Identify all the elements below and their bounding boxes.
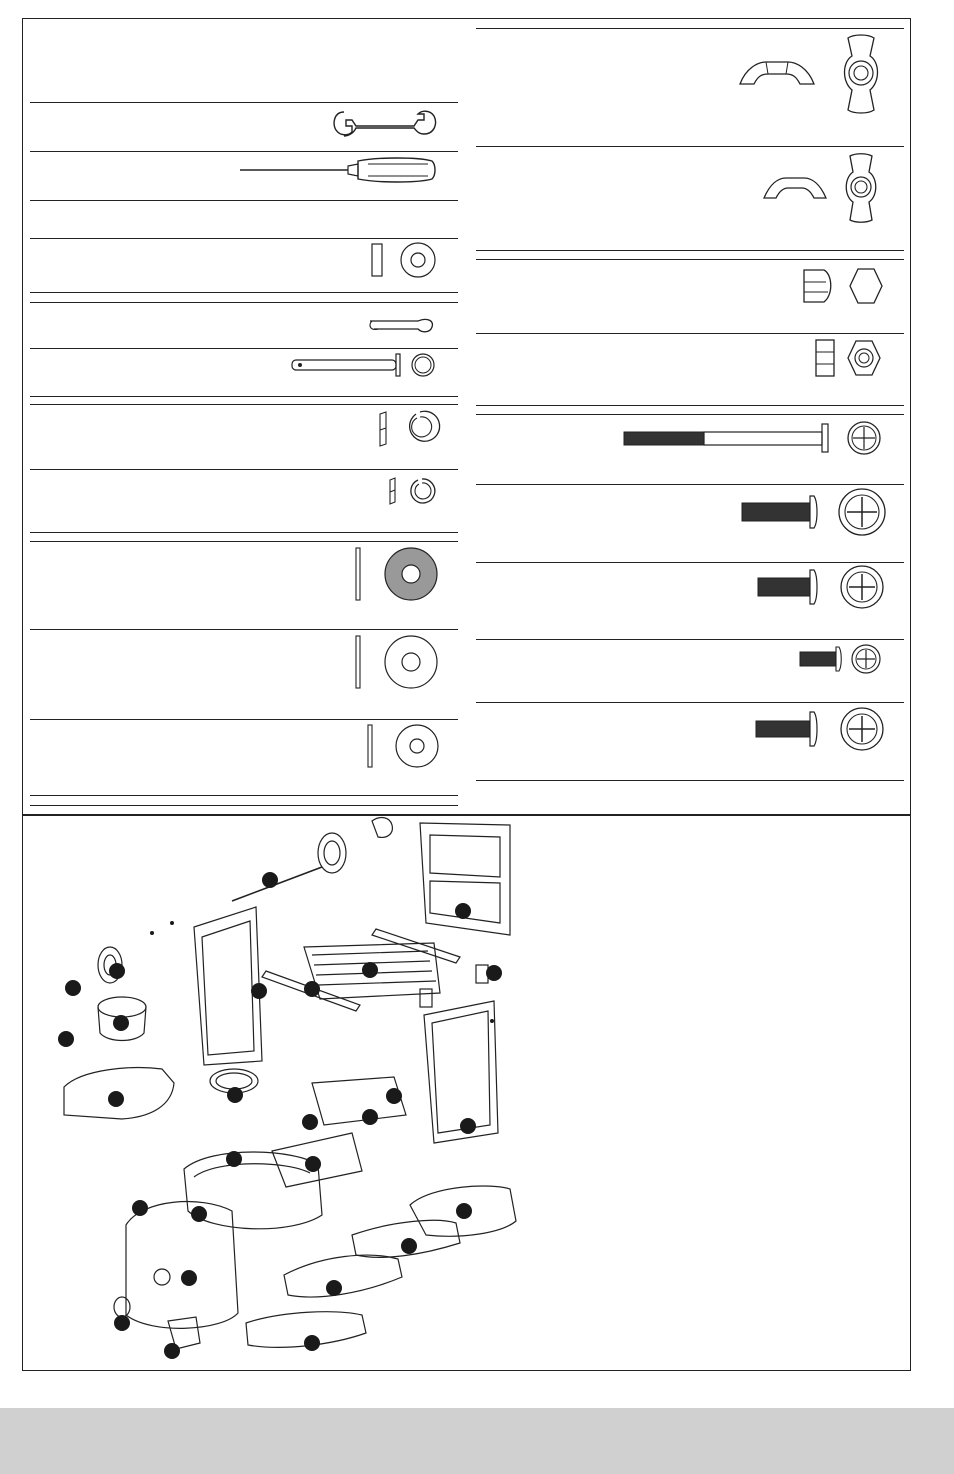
divider	[30, 292, 458, 293]
divider	[476, 333, 904, 334]
divider	[30, 541, 458, 542]
divider	[30, 795, 458, 796]
callout-marker	[113, 1015, 129, 1031]
callout-marker	[132, 1200, 148, 1216]
divider	[476, 28, 904, 29]
callout-marker	[401, 1238, 417, 1254]
callout-marker	[65, 980, 81, 996]
divider	[30, 532, 458, 533]
callout-marker	[262, 872, 278, 888]
washer-icon	[350, 632, 440, 692]
divider	[30, 719, 458, 720]
wing-nut-icon	[736, 32, 896, 116]
divider	[476, 259, 904, 260]
lock-washer-icon	[376, 408, 438, 448]
screwdriver-icon	[238, 155, 438, 185]
callout-marker	[302, 1114, 318, 1130]
divider	[30, 404, 458, 405]
hex-nut-icon	[812, 336, 890, 380]
callout-marker	[460, 1118, 476, 1134]
divider	[30, 102, 458, 103]
callout-marker	[58, 1031, 74, 1047]
callout-marker	[486, 965, 502, 981]
bolt-icon	[798, 644, 888, 676]
callout-marker	[362, 962, 378, 978]
divider	[30, 469, 458, 470]
divider	[30, 238, 458, 239]
callout-marker	[304, 981, 320, 997]
callout-marker	[362, 1109, 378, 1125]
callout-marker	[114, 1315, 130, 1331]
divider	[476, 780, 904, 781]
callout-marker	[456, 1203, 472, 1219]
knob-part	[114, 1297, 130, 1317]
axle-pin-icon	[288, 350, 438, 380]
callout-marker	[226, 1151, 242, 1167]
bolt-icon	[754, 708, 890, 752]
callout-marker	[251, 983, 267, 999]
divider	[476, 484, 904, 485]
acorn-nut-icon	[800, 264, 890, 308]
callout-marker	[170, 921, 174, 925]
divider	[30, 805, 458, 806]
divider	[476, 250, 904, 251]
divider	[476, 639, 904, 640]
callout-marker	[150, 931, 154, 935]
grease-cup-part	[372, 818, 392, 838]
washer-icon	[350, 544, 440, 604]
hardware-panel	[22, 18, 911, 815]
callout-marker	[326, 1280, 342, 1296]
axle-part	[232, 867, 322, 901]
divider	[476, 702, 904, 703]
callout-marker	[108, 1091, 124, 1107]
divider	[476, 562, 904, 563]
callout-marker	[386, 1088, 402, 1104]
long-bolt-icon	[622, 418, 888, 458]
washer-icon	[362, 722, 440, 770]
grill-exploded-diagram	[22, 815, 911, 1371]
divider	[30, 302, 458, 303]
bowl-part	[98, 997, 146, 1017]
callout-marker	[164, 1343, 180, 1359]
footer-band	[0, 1408, 954, 1474]
washer-icon	[368, 240, 438, 280]
divider	[476, 414, 904, 415]
divider	[30, 348, 458, 349]
callout-marker	[304, 1335, 320, 1351]
cooking-grate-part	[284, 1255, 402, 1297]
callout-marker	[181, 1270, 197, 1286]
divider	[30, 200, 458, 201]
wing-nut-icon	[760, 152, 890, 224]
lock-washer-icon	[388, 474, 438, 508]
bolt-icon	[756, 566, 890, 610]
bolt-icon	[740, 488, 890, 538]
callout-marker	[490, 1019, 494, 1023]
callout-marker	[191, 1206, 207, 1222]
wrench-icon	[330, 106, 440, 142]
callout-markers	[58, 872, 502, 1359]
r-clip-icon	[366, 307, 438, 339]
divider	[30, 396, 458, 397]
divider	[30, 629, 458, 630]
callout-marker	[455, 903, 471, 919]
rail-part	[372, 929, 460, 963]
wheel-part	[318, 833, 346, 873]
divider	[476, 405, 904, 406]
divider	[30, 151, 458, 152]
callout-marker	[305, 1156, 321, 1172]
lid-part	[126, 1202, 238, 1329]
callout-marker	[227, 1087, 243, 1103]
callout-marker	[109, 963, 125, 979]
divider	[476, 146, 904, 147]
